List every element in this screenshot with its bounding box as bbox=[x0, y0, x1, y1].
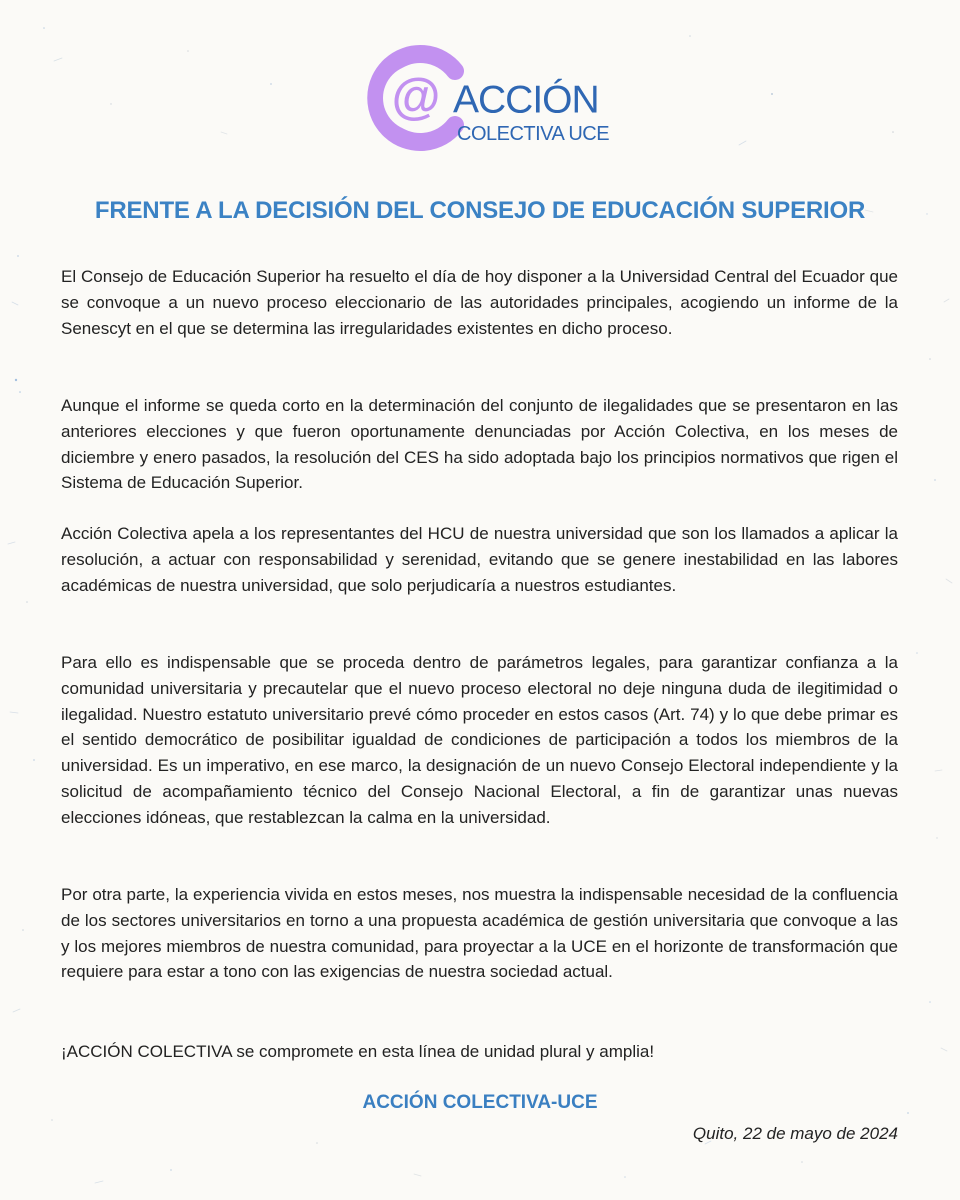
statement-paragraph-4: Para ello es indispensable que se proceda dentro de parámetros legales, para garantizar confianza a la comunidad universitaria y precautelar que el nuevo proceso electoral no deje ninguna duda de ilegitimidad o ilegalidad. Nuestro estatuto universitario prevé cómo proceder en estos casos (Art. 74) y lo que debe primar es el sentido democrático de posibilitar igualdad de condiciones de participación a todos los miembros de la universidad. Es un imperativo, en ese marco, la designación de un nuevo Consejo Electoral independiente y la solicitud de acompañamiento técnico del Consejo Nacional Electoral, a fin de garantizar unas nuevas elecciones idóneas, que restablezcan la calma en la universidad. bbox=[61, 653, 898, 827]
statement-paragraph-2: Aunque el informe se queda corto en la determinación del conjunto de ilegalidades que se presentaron en las anteriores elecciones y que fueron oportunamente denunciadas por Acción Colectiva, en los meses de diciembre y enero pasados, la resolución del CES ha sido adoptada bajo los principios normativos que rigen el Sistema de Educación Superior. bbox=[61, 396, 898, 493]
statement-paragraph-1: El Consejo de Educación Superior ha resuelto el día de hoy disponer a la Universidad Central del Ecuador que se convoque a un nuevo proceso eleccionario de las autoridades principales, acogiendo un informe de la Senescyt en el que se determina las irregularidades existentes en dicho proceso. bbox=[61, 267, 898, 338]
statement-paragraph-5: Por otra parte, la experiencia vivida en estos meses, nos muestra la indispensable necesidad de la confluencia de los sectores universitarios en torno a una propuesta académica de gestión universitaria que convoque a las y los mejores miembros de nuestra comunidad, para proyectar a la UCE en el horizonte de transformación que requiere para estar a tono con las exigencias de nuestra sociedad actual. bbox=[61, 885, 898, 982]
svg-text:@: @ bbox=[391, 68, 441, 124]
statement-paragraph-3: Acción Colectiva apela a los representantes del HCU de nuestra universidad que son los llamados a aplicar la resolución, a actuar con responsabilidad y serenidad, evitando que se genere inestabilidad en las labores académicas de nuestra universidad, que solo perjudicaría a nuestros estudiantes. bbox=[61, 524, 898, 595]
statement-signature: ACCIÓN COLECTIVA-UCE bbox=[362, 1092, 598, 1113]
closing-commitment: ¡ACCIÓN COLECTIVA se compromete en esta línea de unidad plural y amplia! bbox=[61, 1042, 655, 1061]
logo-title: ACCIÓN bbox=[453, 78, 599, 122]
logo-subtitle: COLECTIVA UCE bbox=[457, 123, 610, 145]
statement-headline: FRENTE A LA DECISIÓN DEL CONSEJO DE EDUCACIÓN SUPERIOR bbox=[94, 197, 866, 224]
accion-colectiva-logo bbox=[360, 42, 610, 154]
statement-date: Quito, 22 de mayo de 2024 bbox=[692, 1124, 898, 1143]
